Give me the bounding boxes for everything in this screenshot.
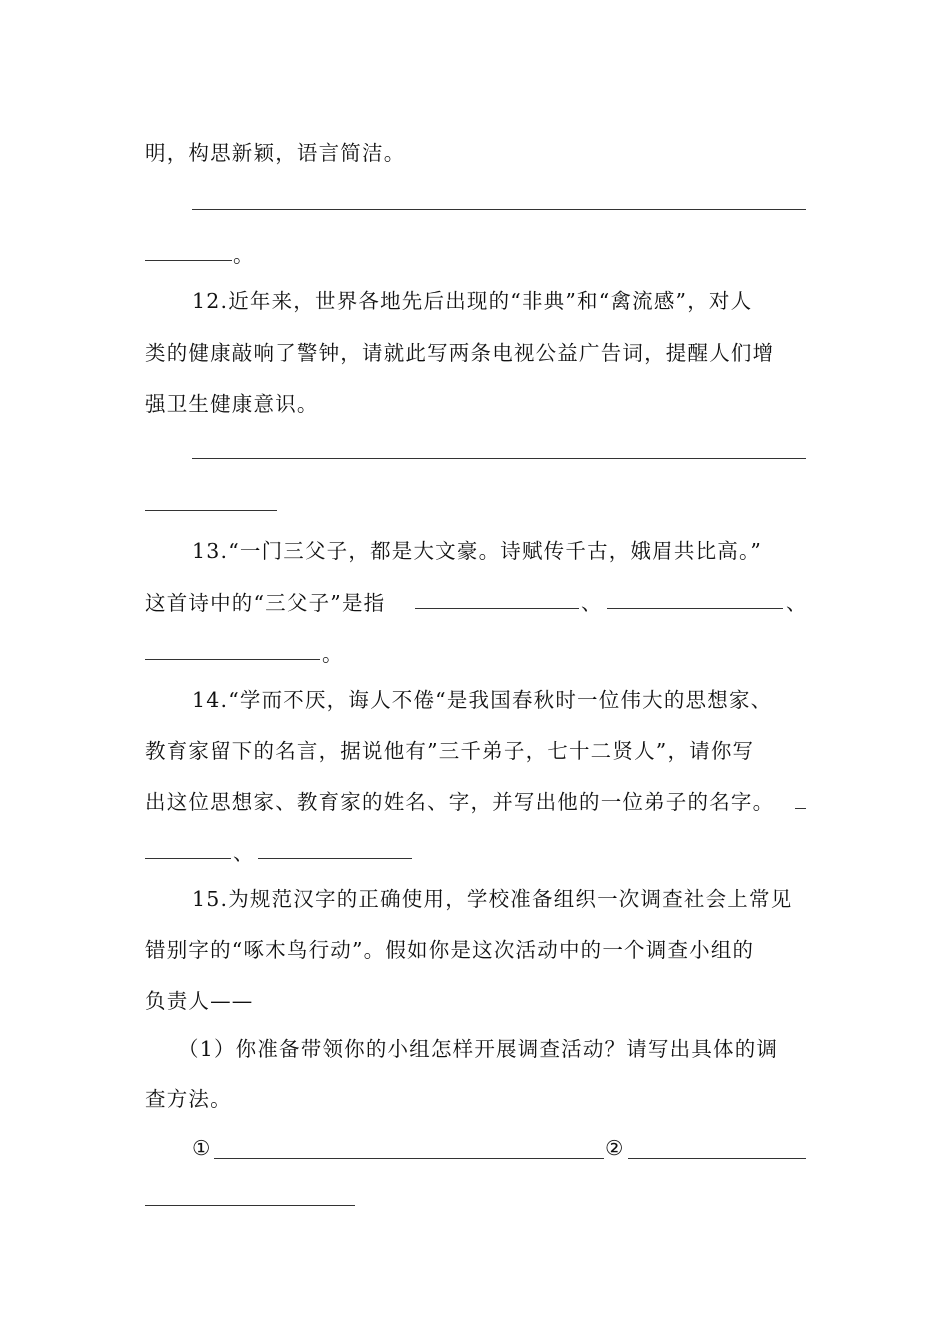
q14-line-2: 教育家留下的名言，据说他有”三千弟子，七十二贤人”，请你写 <box>145 739 755 763</box>
q14-blank-2[interactable] <box>258 858 412 859</box>
q15-marker-2: ② <box>605 1136 625 1160</box>
q14-line-1: 14.“学而不厌，诲人不倦“是我国春秋时一位伟大的思想家、 <box>192 688 773 712</box>
q14-blank-1-start[interactable] <box>795 808 806 809</box>
q13-end-mark: 。 <box>322 642 344 666</box>
q12-line-3: 强卫生健康意识。 <box>145 392 319 416</box>
q12-line-2: 类的健康敲响了警钟，请就此写两条电视公益广告词，提醒人们增 <box>145 341 775 365</box>
q15-line-3: 负责人—— <box>145 989 254 1013</box>
q15-answer-blank-2-cont[interactable] <box>145 1205 355 1206</box>
q15-answer-blank-2[interactable] <box>628 1158 806 1159</box>
q12-line-1: 12.近年来，世界各地先后出现的“非典”和“禽流感”，对人 <box>192 289 753 313</box>
q15-line-1: 15.为规范汉字的正确使用，学校准备组织一次调查社会上常见 <box>192 887 793 911</box>
q11-answer-line-cont <box>145 260 232 261</box>
q13-separator-1: 、 <box>581 591 603 615</box>
q13-blank-2[interactable] <box>607 608 783 609</box>
q15-line-2: 错别字的“啄木鸟行动”。假如你是这次活动中的一个调查小组的 <box>145 938 755 962</box>
q13-blank-3[interactable] <box>145 659 320 660</box>
q11-answer-line <box>192 209 806 210</box>
q11-tail-text: 明，构思新颖，语言简洁。 <box>145 141 406 165</box>
q13-blank-1[interactable] <box>415 608 579 609</box>
q12-answer-line <box>192 458 806 459</box>
q13-separator-2: 、 <box>786 591 808 615</box>
q15-answer-blank-1[interactable] <box>214 1158 604 1159</box>
q15-marker-1: ① <box>192 1136 212 1160</box>
q11-end-mark: 。 <box>233 243 255 267</box>
q15-sub1-line-2: 查方法。 <box>145 1087 232 1111</box>
q12-answer-line-cont <box>145 510 277 511</box>
q14-separator: 、 <box>233 841 255 865</box>
q14-line-3: 出这位思想家、教育家的姓名、字，并写出他的一位弟子的名字。 <box>145 790 775 814</box>
q13-line-2-prefix: 这首诗中的“三父子”是指 <box>145 591 386 615</box>
q15-sub1-line-1: （1）你准备带领你的小组怎样开展调查活动？请写出具体的调 <box>178 1037 779 1061</box>
q13-line-2 <box>145 588 810 618</box>
q14-blank-1[interactable] <box>145 858 231 859</box>
q13-line-1: 13.“一门三父子，都是大文豪。诗赋传千古，娥眉共比高。” <box>192 539 763 563</box>
